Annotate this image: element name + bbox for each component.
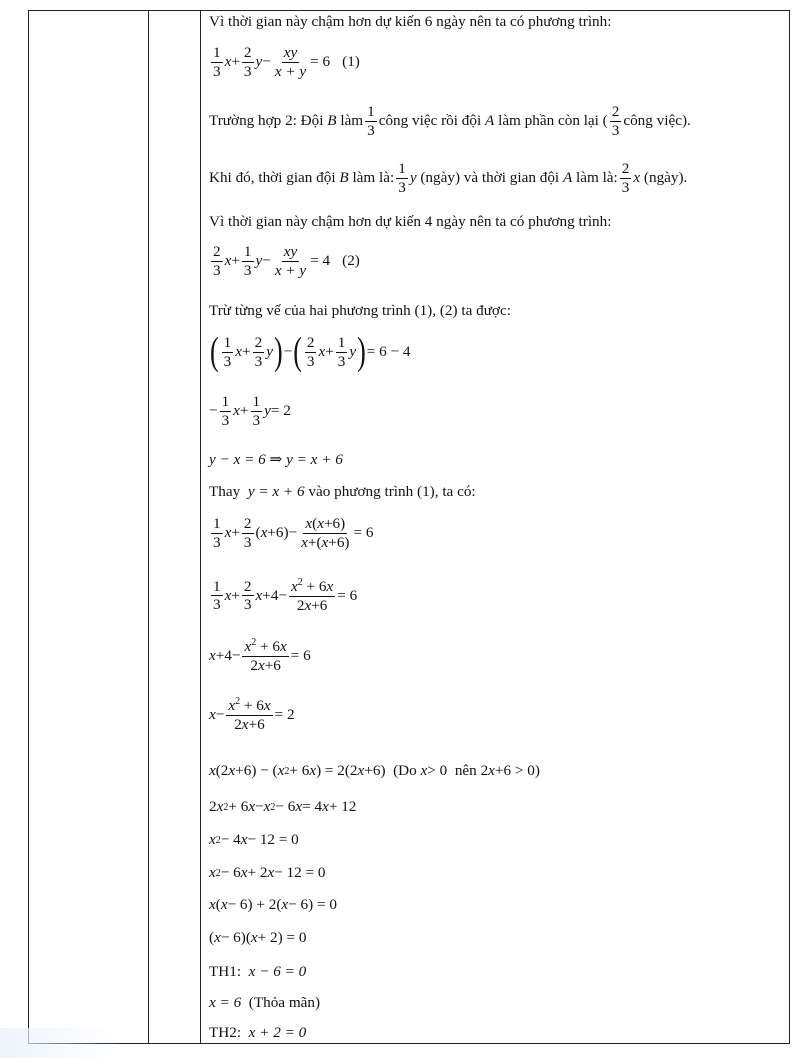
text: làm bbox=[340, 112, 364, 130]
case-2-line: Trường hợp 2: Đội B làm $\frac{1}{3}$ công việc rồi đội A làm phần còn lại ( $\frac{2}{3}$ công việc). bbox=[209, 103, 691, 139]
equation-tag: (2) bbox=[342, 252, 360, 270]
text: Thay bbox=[209, 483, 241, 500]
column-divider-2 bbox=[200, 11, 201, 1043]
equation-text: x = 6 bbox=[209, 994, 242, 1011]
text: làm phần còn lại ( bbox=[498, 112, 608, 130]
equation-line: x 2 − 4 x − 12 = 0 bbox=[209, 831, 299, 848]
equation-line: x +4− $\frac{x^2 + 6x}{2x+6}$ = 6 bbox=[209, 637, 311, 674]
equation-line: x 2 − 6 x + 2 x − 12 = 0 bbox=[209, 864, 326, 881]
text: (Thỏa mãn) bbox=[248, 994, 321, 1011]
text-line bbox=[209, 213, 611, 231]
text: Trường hợp 2: Đội bbox=[209, 112, 324, 130]
text: (ngày). bbox=[643, 169, 688, 187]
column-divider-1 bbox=[148, 11, 149, 1043]
equation-text: x + 2 = 0 bbox=[248, 1024, 307, 1041]
team-a: A bbox=[562, 169, 573, 187]
text: công việc rồi đội bbox=[378, 112, 482, 130]
equation-line: ( x − 6)( x + 2) = 0 bbox=[209, 929, 307, 946]
solution-x6 bbox=[209, 994, 320, 1012]
equation-line: $\frac{1}{3}$ x + $\frac{2}{3}$ ( x +6)− $\frac{x(x+6)}{x+(x+6)}$ = 6 bbox=[213, 515, 374, 551]
team-a: A bbox=[485, 112, 495, 130]
substitution-line bbox=[209, 483, 476, 501]
solution-table bbox=[28, 10, 790, 1044]
equation-text: y − x = 6 ⇒ y = x + 6 bbox=[209, 451, 343, 468]
equation-line: x (2 x +6) − ( x 2 + 6 x ) = 2(2 x +6) (Do x > 0 nên 2 x +6 > 0) bbox=[209, 762, 540, 779]
equation-line: $\frac{1}{3}$ x + $\frac{2}{3}$ x +4− $\frac{x^2 + 6x}{2x+6}$ = 6 bbox=[213, 577, 358, 614]
team-b: B bbox=[339, 169, 349, 187]
statement-text: Trừ từng vế của hai phương trình (1), (2) ta được: bbox=[209, 302, 511, 319]
text: TH2: bbox=[209, 1024, 242, 1041]
statement-text: Vì thời gian này chậm hơn dự kiến 4 ngày nên ta có phương trình: bbox=[209, 213, 612, 230]
time-line: Khi đó, thời gian đội B làm là: $\frac{1}{3}$ y (ngày) và thời gian đội A làm là: $\frac{2}{3}$ x (ngày). bbox=[209, 160, 688, 196]
equation-2: $\frac{2}{3}$ x + $\frac{1}{3}$ y − $\frac{xy}{x + y}$ = 4 (2) bbox=[213, 243, 360, 279]
case-th1 bbox=[209, 963, 306, 981]
text: vào phương trình (1), ta có: bbox=[308, 483, 476, 500]
equation-text: x − 6 = 0 bbox=[248, 963, 307, 980]
team-b: B bbox=[327, 112, 337, 130]
subtraction-equation: ( $\frac{1}{3}$ x + $\frac{2}{3}$ y ) − ( $\frac{2}{3}$ x + $\frac{1}{3}$ y ) = 6 − 4 bbox=[210, 329, 411, 374]
text-line bbox=[209, 13, 611, 31]
equation-line bbox=[209, 450, 343, 469]
equation-tag: (1) bbox=[342, 53, 360, 71]
equation-line: 2 x 2 + 6 x − x 2 − 6 x = 4 x + 12 bbox=[209, 798, 357, 815]
text: TH1: bbox=[209, 963, 242, 980]
case-th2 bbox=[209, 1024, 306, 1042]
text: làm là: bbox=[352, 169, 395, 187]
equation-line: − $\frac{1}{3}$ x + $\frac{1}{3}$ y = 2 bbox=[209, 393, 291, 429]
equation-line: x − $\frac{x^2 + 6x}{2x+6}$ = 2 bbox=[209, 696, 295, 733]
equation-1: $\frac{1}{3}$ x + $\frac{2}{3}$ y − $\frac{xy}{x + y}$ = 6 (1) bbox=[213, 44, 360, 80]
text: Khi đó, thời gian đội bbox=[209, 169, 336, 187]
text: nên bbox=[454, 762, 477, 779]
text-line bbox=[209, 302, 511, 320]
text: làm là: bbox=[576, 169, 618, 187]
equation-line: x ( x − 6) + 2( x − 6) = 0 bbox=[209, 896, 337, 913]
statement-text: Vì thời gian này chậm hơn dự kiến 6 ngày nên ta có phương trình: bbox=[209, 13, 612, 30]
text: (ngày) và thời gian đội bbox=[420, 169, 560, 187]
page-corner-shade bbox=[0, 1028, 120, 1058]
text: (Do bbox=[393, 762, 417, 779]
equation-text: y = x + 6 bbox=[247, 483, 305, 500]
text: công việc). bbox=[623, 112, 691, 130]
